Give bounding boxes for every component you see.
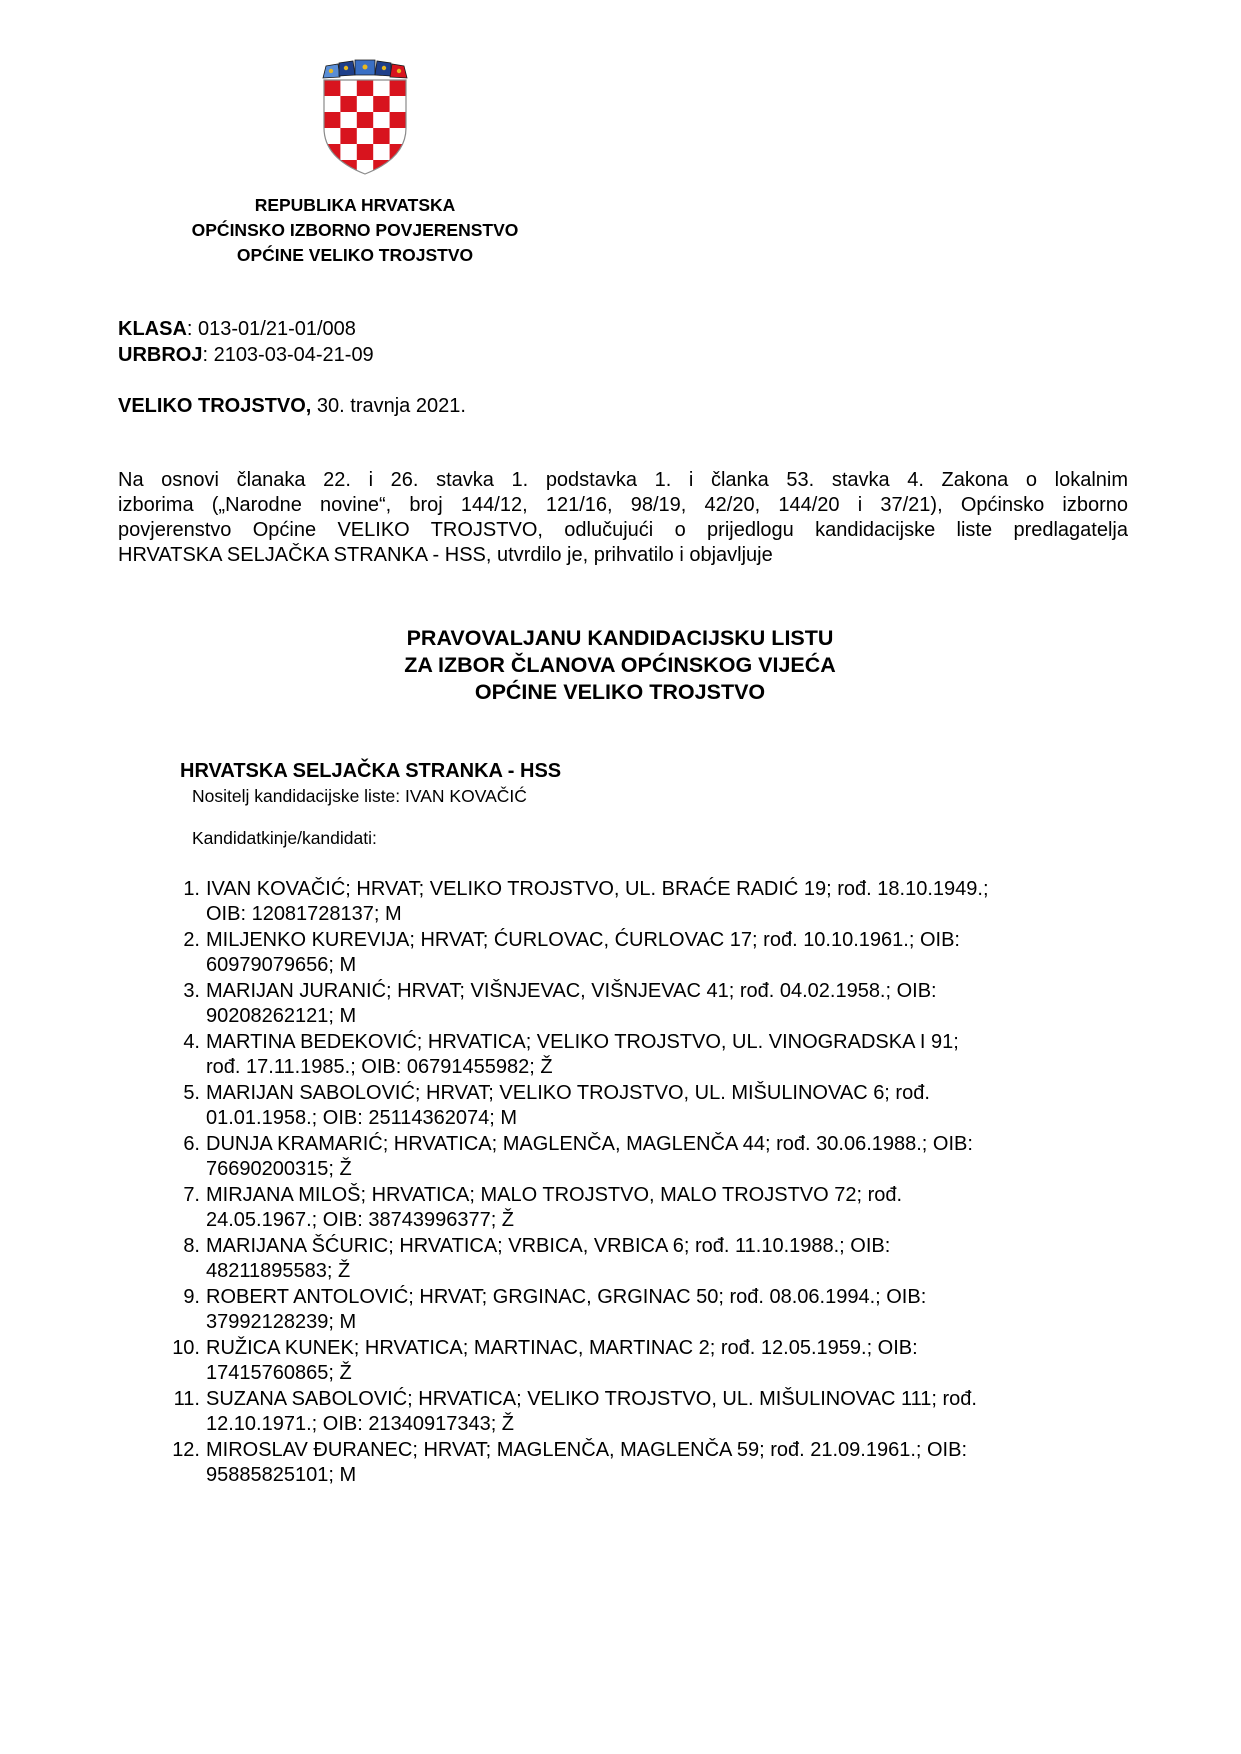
candidate-line: MARIJAN JURANIĆ; HRVAT; VIŠNJEVAC, VIŠNJEVAC 41; rođ. 04.02.1958.; OIB: xyxy=(206,980,937,1002)
shield-square xyxy=(357,96,374,112)
shield-square xyxy=(357,112,374,128)
candidate-line: DUNJA KRAMARIĆ; HRVATICA; MAGLENČA, MAGLENČA 44; rođ. 30.06.1988.; OIB: xyxy=(206,1133,973,1155)
candidate-line: ROBERT ANTOLOVIĆ; HRVAT; GRGINAC, GRGINAC 50; rođ. 08.06.1994.; OIB: xyxy=(206,1286,927,1308)
candidate-details xyxy=(206,877,1106,927)
header-line-republic: REPUBLIKA HRVATSKA xyxy=(254,195,456,215)
candidate-line: 17415760865; Ž xyxy=(206,1362,352,1384)
candidate-line: MIROSLAV ĐURANEC; HRVAT; MAGLENČA, MAGLENČA 59; rođ. 21.09.1961.; OIB: xyxy=(206,1439,968,1461)
list-item xyxy=(160,1234,1140,1284)
shield-square xyxy=(390,96,407,112)
shield-square xyxy=(324,160,341,176)
candidate-number: 6. xyxy=(183,1133,200,1155)
candidate-details xyxy=(206,1183,1106,1233)
candidate-number: 3. xyxy=(183,980,200,1002)
urbroj-label: URBROJ xyxy=(118,344,203,366)
shield-square xyxy=(373,96,390,112)
candidate-line: 01.01.1958.; OIB: 25114362074; M xyxy=(206,1107,517,1129)
list-item xyxy=(160,877,1140,927)
shield-square xyxy=(340,112,357,128)
candidate-details xyxy=(206,1234,1106,1284)
urbroj-line xyxy=(118,342,374,368)
shield-square xyxy=(340,80,357,96)
shield-square xyxy=(390,160,407,176)
candidate-line: MARIJAN SABOLOVIĆ; HRVAT; VELIKO TROJSTVO, UL. MIŠULINOVAC 6; rođ. xyxy=(206,1082,930,1104)
place-label: VELIKO TROJSTVO, xyxy=(118,395,312,417)
candidate-line: 37992128239; M xyxy=(206,1311,357,1333)
candidate-line: 76690200315; Ž xyxy=(206,1158,352,1180)
candidate-line: OIB: 12081728137; M xyxy=(206,903,402,925)
candidate-line: 12.10.1971.; OIB: 21340917343; Ž xyxy=(206,1413,515,1435)
candidate-details xyxy=(206,1285,1106,1335)
shield-square xyxy=(357,128,374,144)
klasa-label: KLASA xyxy=(118,318,187,340)
intro-line: Na osnovi članaka 22. i 26. stavka 1. podstavka 1. i članka 53. stavka 4. Zakona o lokalnim xyxy=(118,469,1128,491)
candidate-list xyxy=(160,877,1140,1489)
candidate-details xyxy=(206,928,1106,978)
intro-line: izborima („Narodne novine“, broj 144/12, 121/16, 98/19, 42/20, 144/20 i 37/21), Općinsko izborno xyxy=(118,494,1128,516)
candidate-details xyxy=(206,1387,1106,1437)
candidate-number: 9. xyxy=(183,1286,200,1308)
candidate-number: 10. xyxy=(172,1337,200,1359)
list-item xyxy=(160,979,1140,1029)
candidate-details xyxy=(206,979,1106,1029)
party-name: HRVATSKA SELJAČKA STRANKA - HSS xyxy=(180,760,562,782)
candidates-label: Kandidatkinje/kandidati: xyxy=(192,828,377,848)
shield-square xyxy=(340,144,357,160)
intro-paragraph xyxy=(118,468,1128,568)
candidate-number: 7. xyxy=(183,1184,200,1206)
shield-square xyxy=(390,112,407,128)
list-holder: Nositelj kandidacijske liste: IVAN KOVAČIĆ xyxy=(192,786,527,806)
candidate-line: MIRJANA MILOŠ; HRVATICA; MALO TROJSTVO, MALO TROJSTVO 72; rođ. xyxy=(206,1184,903,1206)
candidate-line: 90208262121; M xyxy=(206,1005,357,1027)
candidate-number: 11. xyxy=(173,1388,200,1410)
candidate-line: MILJENKO KUREVIJA; HRVAT; ĆURLOVAC, ĆURLOVAC 17; rođ. 10.10.1961.; OIB: xyxy=(206,929,960,951)
candidate-number: 12. xyxy=(172,1439,200,1461)
shield-square xyxy=(373,128,390,144)
title-line: PRAVOVALJANU KANDIDACIJSKU LISTU xyxy=(406,626,834,650)
shield-square xyxy=(340,96,357,112)
list-item xyxy=(160,1081,1140,1131)
issuer-header xyxy=(140,193,570,268)
candidate-number: 2. xyxy=(183,929,200,951)
candidate-line: 24.05.1967.; OIB: 38743996377; Ž xyxy=(206,1209,515,1231)
place-date-line xyxy=(118,393,466,419)
croatian-coat-of-arms-icon xyxy=(320,58,410,176)
intro-line: HRVATSKA SELJAČKA STRANKA - HSS, utvrdilo je, prihvatilo i objavljuje xyxy=(118,544,773,566)
klasa-line xyxy=(118,316,356,342)
shield-square xyxy=(324,112,341,128)
candidate-line: MARIJANA ŠĆURIC; HRVATICA; VRBICA, VRBICA 6; rođ. 11.10.1988.; OIB: xyxy=(206,1235,891,1257)
title-line: OPĆINE VELIKO TROJSTVO xyxy=(474,680,766,704)
header-line-commission: OPĆINSKO IZBORNO POVJERENSTVO xyxy=(191,220,519,240)
list-item xyxy=(160,1285,1140,1335)
candidate-line: MARTINA BEDEKOVIĆ; HRVATICA; VELIKO TROJSTVO, UL. VINOGRADSKA I 91; xyxy=(206,1031,959,1053)
shield-square xyxy=(373,144,390,160)
list-item xyxy=(160,1387,1140,1437)
title-line: ZA IZBOR ČLANOVA OPĆINSKOG VIJEĆA xyxy=(404,653,836,677)
list-item xyxy=(160,1030,1140,1080)
shield-square xyxy=(390,80,407,96)
candidate-details xyxy=(206,1336,1106,1386)
candidate-line: SUZANA SABOLOVIĆ; HRVATICA; VELIKO TROJSTVO, UL. MIŠULINOVAC 111; rođ. xyxy=(206,1388,977,1410)
header-line-municipality: OPĆINE VELIKO TROJSTVO xyxy=(236,245,474,265)
candidate-number: 8. xyxy=(183,1235,200,1257)
candidate-details xyxy=(206,1132,1106,1182)
klasa-value: : 013-01/21-01/008 xyxy=(186,318,356,340)
intro-line: povjerenstvo Općine VELIKO TROJSTVO, odlučujući o prijedlogu kandidacijske liste predlagatelja xyxy=(118,519,1128,541)
list-item xyxy=(160,1132,1140,1182)
candidate-details xyxy=(206,1030,1106,1080)
candidate-number: 5. xyxy=(183,1082,200,1104)
candidate-number: 1. xyxy=(183,878,200,900)
document-title xyxy=(300,625,940,706)
candidate-details xyxy=(206,1438,1106,1488)
shield-square xyxy=(324,80,341,96)
candidate-line: rođ. 17.11.1985.; OIB: 06791455982; Ž xyxy=(206,1056,553,1078)
candidate-line: RUŽICA KUNEK; HRVATICA; MARTINAC, MARTINAC 2; rođ. 12.05.1959.; OIB: xyxy=(206,1337,918,1359)
date-value: 30. travnja 2021. xyxy=(311,395,466,417)
shield-square xyxy=(324,96,341,112)
candidate-details xyxy=(206,1081,1106,1131)
shield-square xyxy=(357,144,374,160)
candidate-line: IVAN KOVAČIĆ; HRVAT; VELIKO TROJSTVO, UL. BRAĆE RADIĆ 19; rođ. 18.10.1949.; xyxy=(206,878,989,900)
shield-square xyxy=(373,80,390,96)
list-item xyxy=(160,1183,1140,1233)
shield-square xyxy=(340,128,357,144)
candidate-number: 4. xyxy=(183,1031,200,1053)
candidate-line: 48211895583; Ž xyxy=(206,1260,351,1282)
urbroj-value: : 2103-03-04-21-09 xyxy=(202,344,374,366)
list-item xyxy=(160,928,1140,978)
candidate-line: 95885825101; M xyxy=(206,1464,357,1486)
shield-square xyxy=(357,80,374,96)
candidate-line: 60979079656; M xyxy=(206,954,357,976)
list-item xyxy=(160,1438,1140,1488)
shield-square xyxy=(373,112,390,128)
list-item xyxy=(160,1336,1140,1386)
